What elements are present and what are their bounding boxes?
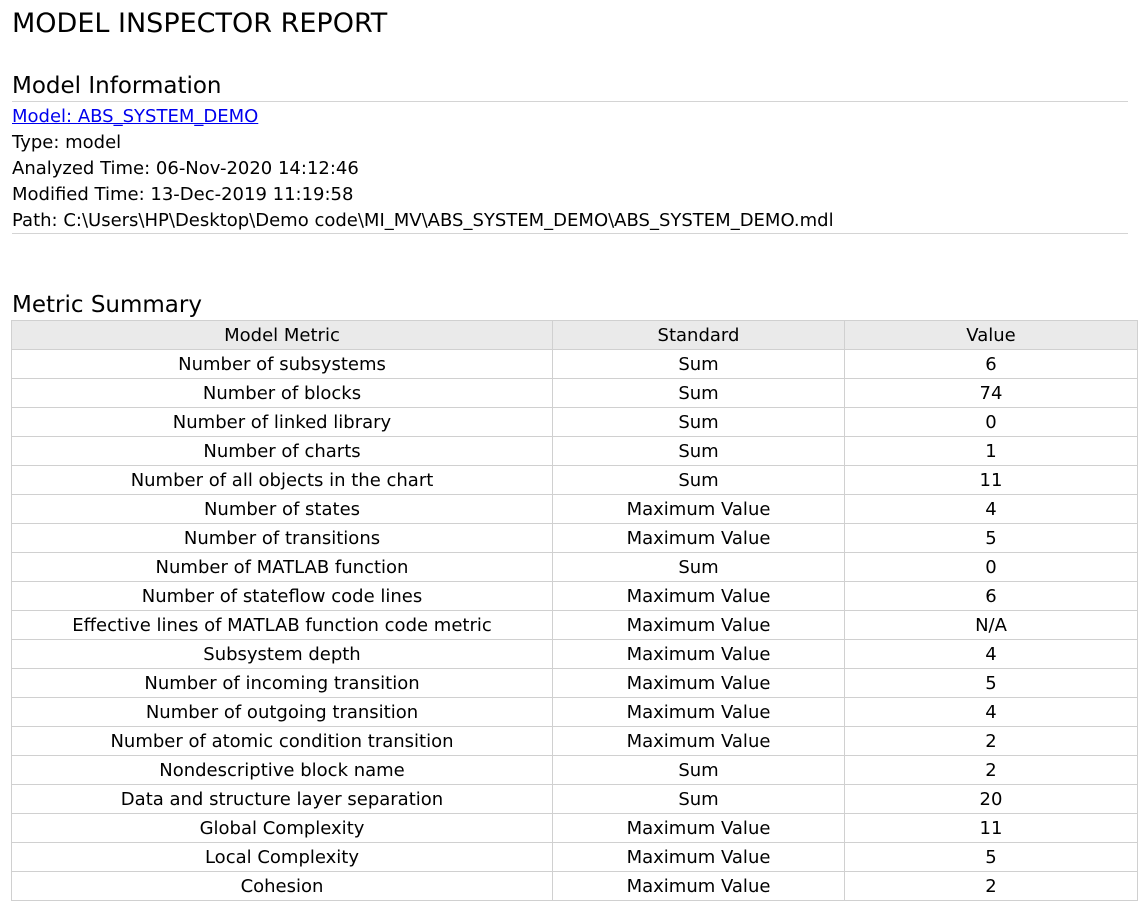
value-cell: 5	[845, 843, 1138, 872]
table-row	[12, 437, 1138, 466]
value-cell: 4	[845, 640, 1138, 669]
model-path: Path: C:\Users\HP\Desktop\Demo code\MI_MV\ABS_SYSTEM_DEMO\ABS_SYSTEM_DEMO.mdl	[12, 210, 834, 231]
value-cell: N/A	[845, 611, 1138, 640]
table-row	[12, 727, 1138, 756]
standard-cell: Sum	[553, 785, 845, 814]
table-row	[12, 814, 1138, 843]
metric-summary-table	[11, 320, 1138, 901]
table-row	[12, 408, 1138, 437]
table-row	[12, 756, 1138, 785]
table-row	[12, 466, 1138, 495]
standard-cell: Sum	[553, 350, 845, 379]
table-row	[12, 640, 1138, 669]
table-row	[12, 379, 1138, 408]
standard-cell: Sum	[553, 437, 845, 466]
metric-name-cell: Number of charts	[12, 437, 553, 466]
table-row	[12, 611, 1138, 640]
table-row	[12, 582, 1138, 611]
table-row	[12, 553, 1138, 582]
table-row	[12, 785, 1138, 814]
model-information-heading: Model Information	[12, 73, 222, 99]
value-cell: 6	[845, 582, 1138, 611]
metric-name-cell: Data and structure layer separation	[12, 785, 553, 814]
model-information-divider	[12, 101, 1128, 102]
standard-cell: Sum	[553, 756, 845, 785]
table-row	[12, 350, 1138, 379]
metric-name-cell: Effective lines of MATLAB function code metric	[12, 611, 553, 640]
table-row	[12, 843, 1138, 872]
metric-name-cell: Number of blocks	[12, 379, 553, 408]
model-information-bottom-divider	[12, 233, 1128, 234]
analyzed-time: Analyzed Time: 06-Nov-2020 14:12:46	[12, 158, 359, 179]
metric-name-cell: Number of incoming transition	[12, 669, 553, 698]
standard-cell: Maximum Value	[553, 843, 845, 872]
value-cell: 6	[845, 350, 1138, 379]
model-link[interactable]: Model: ABS_SYSTEM_DEMO	[12, 106, 259, 127]
metric-rows	[12, 350, 1138, 901]
metric-name-cell: Global Complexity	[12, 814, 553, 843]
table-row	[12, 698, 1138, 727]
value-cell: 74	[845, 379, 1138, 408]
model-information-block	[12, 104, 834, 234]
metric-name-cell: Number of linked library	[12, 408, 553, 437]
metric-name-cell: Local Complexity	[12, 843, 553, 872]
standard-cell: Maximum Value	[553, 611, 845, 640]
table-row	[12, 524, 1138, 553]
value-cell: 20	[845, 785, 1138, 814]
value-cell: 4	[845, 495, 1138, 524]
value-cell: 11	[845, 814, 1138, 843]
standard-cell: Maximum Value	[553, 698, 845, 727]
value-cell: 11	[845, 466, 1138, 495]
table-row	[12, 872, 1138, 901]
column-header-model-metric: Model Metric	[12, 321, 553, 350]
value-cell: 2	[845, 727, 1138, 756]
metric-name-cell: Number of atomic condition transition	[12, 727, 553, 756]
value-cell: 2	[845, 872, 1138, 901]
standard-cell: Maximum Value	[553, 814, 845, 843]
metric-name-cell: Number of all objects in the chart	[12, 466, 553, 495]
metric-name-cell: Number of transitions	[12, 524, 553, 553]
metric-name-cell: Cohesion	[12, 872, 553, 901]
standard-cell: Maximum Value	[553, 524, 845, 553]
value-cell: 5	[845, 669, 1138, 698]
standard-cell: Sum	[553, 379, 845, 408]
standard-cell: Sum	[553, 408, 845, 437]
standard-cell: Maximum Value	[553, 640, 845, 669]
model-type: Type: model	[12, 132, 122, 153]
value-cell: 0	[845, 408, 1138, 437]
report-title: MODEL INSPECTOR REPORT	[12, 8, 388, 39]
value-cell: 0	[845, 553, 1138, 582]
metric-name-cell: Number of stateflow code lines	[12, 582, 553, 611]
standard-cell: Maximum Value	[553, 669, 845, 698]
value-cell: 2	[845, 756, 1138, 785]
standard-cell: Maximum Value	[553, 872, 845, 901]
table-header-row	[12, 321, 1138, 350]
standard-cell: Sum	[553, 466, 845, 495]
metric-name-cell: Number of MATLAB function	[12, 553, 553, 582]
value-cell: 1	[845, 437, 1138, 466]
column-header-standard: Standard	[553, 321, 845, 350]
standard-cell: Sum	[553, 553, 845, 582]
metric-name-cell: Subsystem depth	[12, 640, 553, 669]
metric-name-cell: Number of outgoing transition	[12, 698, 553, 727]
metric-summary-heading: Metric Summary	[12, 292, 202, 318]
table-row	[12, 495, 1138, 524]
metric-name-cell: Number of states	[12, 495, 553, 524]
standard-cell: Maximum Value	[553, 727, 845, 756]
value-cell: 5	[845, 524, 1138, 553]
standard-cell: Maximum Value	[553, 495, 845, 524]
column-header-value: Value	[845, 321, 1138, 350]
metric-name-cell: Nondescriptive block name	[12, 756, 553, 785]
standard-cell: Maximum Value	[553, 582, 845, 611]
value-cell: 4	[845, 698, 1138, 727]
metric-name-cell: Number of subsystems	[12, 350, 553, 379]
table-row	[12, 669, 1138, 698]
modified-time: Modified Time: 13-Dec-2019 11:19:58	[12, 184, 354, 205]
